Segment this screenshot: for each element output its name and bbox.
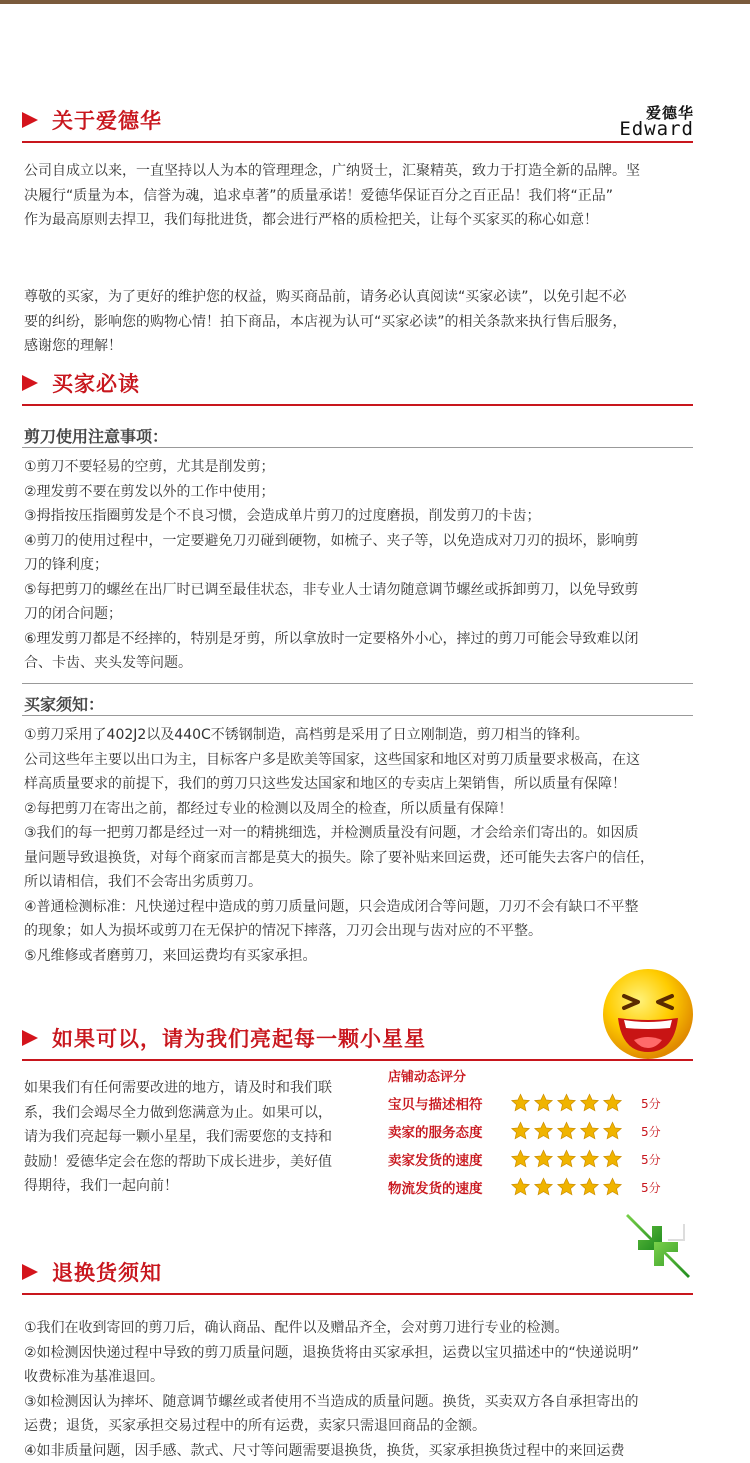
about-paragraph [24, 159, 704, 233]
rating-score: 5分 [641, 1179, 661, 1196]
text-line: 请为我们亮起每一颗小星星，我们需要您的支持和 [24, 1125, 369, 1150]
rating-row [388, 1148, 678, 1170]
rating-label: 宝贝与描述相符 [388, 1093, 510, 1113]
list-item: 刀的锋利度； [24, 553, 704, 578]
list-item: ②每把剪刀在寄出之前，都经过专业的检测以及周全的检查，所以质量有保障！ [24, 797, 704, 822]
text-line: 决履行“质量为本，信誉为魂，追求卓著”的质量承诺！爱德华保证百分之百正品！我们将“正品” [24, 184, 704, 209]
star-icon [579, 1093, 600, 1113]
arrow-right-icon [22, 375, 38, 391]
list-item: 收费标准为基准退回。 [24, 1365, 704, 1390]
rating-label: 卖家发货的速度 [388, 1149, 510, 1169]
text-line: 感谢您的理解！ [24, 334, 704, 359]
buyer-list [24, 723, 704, 968]
star-icon [510, 1177, 531, 1197]
star-icon [510, 1149, 531, 1169]
list-item: ①我们在收到寄回的剪刀后，确认商品、配件以及赠品齐全，会对剪刀进行专业的检测。 [24, 1316, 704, 1341]
stars-title: 如果可以，请为我们亮起每一颗小星星 [52, 1023, 426, 1053]
list-item: ④剪刀的使用过程中，一定要避免刀刃碰到硬物，如梳子、夹子等，以免造成对刀刃的损坏，影响剪 [24, 529, 704, 554]
star-icon [579, 1121, 600, 1141]
list-item: ③拇指按压指圈剪发是个不良习惯，会造成单片剪刀的过度磨损，削发剪刀的卡齿； [24, 504, 704, 529]
list-item: 的现象；如人为损坏或剪刀在无保护的情况下摔落，刀刃会出现与齿对应的不平整。 [24, 919, 704, 944]
must-read-rule [22, 404, 693, 406]
buyer-divider [22, 715, 693, 716]
smiley-icon [600, 966, 696, 1062]
list-item: ②理发剪不要在剪发以外的工作中使用； [24, 480, 704, 505]
star-rating [510, 1093, 623, 1113]
list-item: 样高质量要求的前提下，我们的剪刀只这些发达国家和地区的专卖店上架销售，所以质量有保障！ [24, 772, 704, 797]
must-read-title: 买家必读 [52, 368, 140, 398]
about-title: 关于爱德华 [52, 105, 162, 135]
star-icon [602, 1149, 623, 1169]
list-item: ②如检测因快递过程中导致的剪刀质量问题，退换货将由买家承担，运费以宝贝描述中的“快递说明” [24, 1341, 704, 1366]
star-icon [579, 1149, 600, 1169]
list-item: ⑤凡维修或者磨剪刀，来回运费均有买家承担。 [24, 944, 704, 969]
rating-row [388, 1120, 678, 1142]
star-icon [556, 1121, 577, 1141]
section-divider [22, 683, 693, 684]
star-icon [533, 1121, 554, 1141]
returns-list [24, 1316, 704, 1463]
star-icon [533, 1093, 554, 1113]
list-item: ⑥理发剪刀都是不经摔的，特别是牙剪，所以拿放时一定要格外小心，摔过的剪刀可能会导致难以闭 [24, 627, 704, 652]
about-rule [22, 141, 693, 143]
star-icon [579, 1177, 600, 1197]
stars-rule [22, 1059, 693, 1061]
star-rating [510, 1149, 623, 1169]
rating-row [388, 1176, 678, 1198]
top-border [0, 0, 750, 4]
usage-heading: 剪刀使用注意事项： [24, 424, 168, 447]
list-item: 所以请相信，我们不会寄出劣质剪刀。 [24, 870, 704, 895]
returns-rule [22, 1293, 693, 1295]
star-icon [602, 1121, 623, 1141]
arrow-right-icon [22, 1030, 38, 1046]
returns-title: 退换货须知 [52, 1257, 162, 1287]
arrow-right-icon [22, 112, 38, 128]
returns-section-header [22, 1254, 162, 1290]
stars-section-header [22, 1020, 426, 1056]
usage-list [24, 455, 704, 676]
list-item: 公司这些年主要以出口为主，目标客户多是欧美等国家，这些国家和地区对剪刀质量要求极高，在这 [24, 748, 704, 773]
list-item: ③如检测因认为摔坏、随意调节螺丝或者使用不当造成的质量问题。换货，买卖双方各自承担寄出的 [24, 1390, 704, 1415]
arrow-right-icon [22, 1264, 38, 1280]
must-read-section-header [22, 365, 140, 401]
logo-en: Edward [619, 118, 694, 140]
list-item: ①剪刀采用了402J2以及440C不锈钢制造，高档剪是采用了日立刚制造，剪刀相当的锋利。 [24, 723, 704, 748]
star-icon [533, 1177, 554, 1197]
star-icon [510, 1121, 531, 1141]
text-line: 鼓励！爱德华定会在您的帮助下成长进步，美好值 [24, 1150, 369, 1175]
list-item: 合、卡齿、夹头发等问题。 [24, 651, 704, 676]
star-icon [510, 1093, 531, 1113]
list-item: ③我们的每一把剪刀都是经过一对一的精挑细选，并检测质量没有问题，才会给亲们寄出的。如因质 [24, 821, 704, 846]
list-item: 量问题导致退换货，对每个商家而言都是莫大的损失。除了要补贴来回运费，还可能失去客户的信任， [24, 846, 704, 871]
text-line: 如果我们有任何需要改进的地方，请及时和我们联 [24, 1076, 369, 1101]
rating-label: 物流发货的速度 [388, 1177, 510, 1197]
text-line: 公司自成立以来，一直坚持以人为本的管理理念，广纳贤士，汇聚精英，致力于打造全新的品牌。坚 [24, 159, 704, 184]
rating-label: 卖家的服务态度 [388, 1121, 510, 1141]
rating-row [388, 1092, 678, 1114]
exchange-arrows-icon [622, 1210, 694, 1282]
logo-cn: 爱德华 [646, 102, 694, 123]
list-item: 运费；退货，买家承担交易过程中的所有运费，卖家只需退回商品的金额。 [24, 1414, 704, 1439]
list-item: 刀的闭合问题； [24, 602, 704, 627]
star-icon [602, 1177, 623, 1197]
list-item: ①剪刀不要轻易的空剪，尤其是削发剪； [24, 455, 704, 480]
text-line: 系，我们会竭尽全力做到您满意为止。如果可以， [24, 1101, 369, 1126]
star-icon [556, 1149, 577, 1169]
list-item: ④普通检测标准：凡快递过程中造成的剪刀质量问题，只会造成闭合等问题，刀刃不会有缺口不平整 [24, 895, 704, 920]
text-line: 得期待，我们一起向前！ [24, 1174, 369, 1199]
text-line: 作为最高原则去捍卫，我们每批进货，都会进行严格的质检把关，让每个买家买的称心如意！ [24, 208, 704, 233]
list-item: ⑤每把剪刀的螺丝在出厂时已调至最佳状态，非专业人士请勿随意调节螺丝或拆卸剪刀，以免导致剪 [24, 578, 704, 603]
stars-paragraph [24, 1076, 369, 1199]
buyer-heading: 买家须知： [24, 692, 104, 715]
star-icon [533, 1149, 554, 1169]
list-item: ④如非质量问题，因手感、款式、尺寸等问题需要退换货，换货，买家承担换货过程中的来回运费 [24, 1439, 704, 1463]
rating-title: 店铺动态评分 [388, 1066, 466, 1085]
rating-score: 5分 [641, 1123, 661, 1140]
star-rating [510, 1121, 623, 1141]
rating-score: 5分 [641, 1095, 661, 1112]
star-icon [602, 1093, 623, 1113]
notice-paragraph [24, 285, 704, 359]
text-line: 尊敬的买家，为了更好的维护您的权益，购买商品前，请务必认真阅读“买家必读”，以免引起不必 [24, 285, 704, 310]
star-rating [510, 1177, 623, 1197]
usage-divider [22, 447, 693, 448]
brand-logo [598, 104, 694, 138]
text-line: 要的纠纷，影响您的购物心情！拍下商品，本店视为认可“买家必读”的相关条款来执行售后服务， [24, 310, 704, 335]
rating-score: 5分 [641, 1151, 661, 1168]
star-icon [556, 1177, 577, 1197]
star-icon [556, 1093, 577, 1113]
about-section-header [22, 102, 162, 138]
